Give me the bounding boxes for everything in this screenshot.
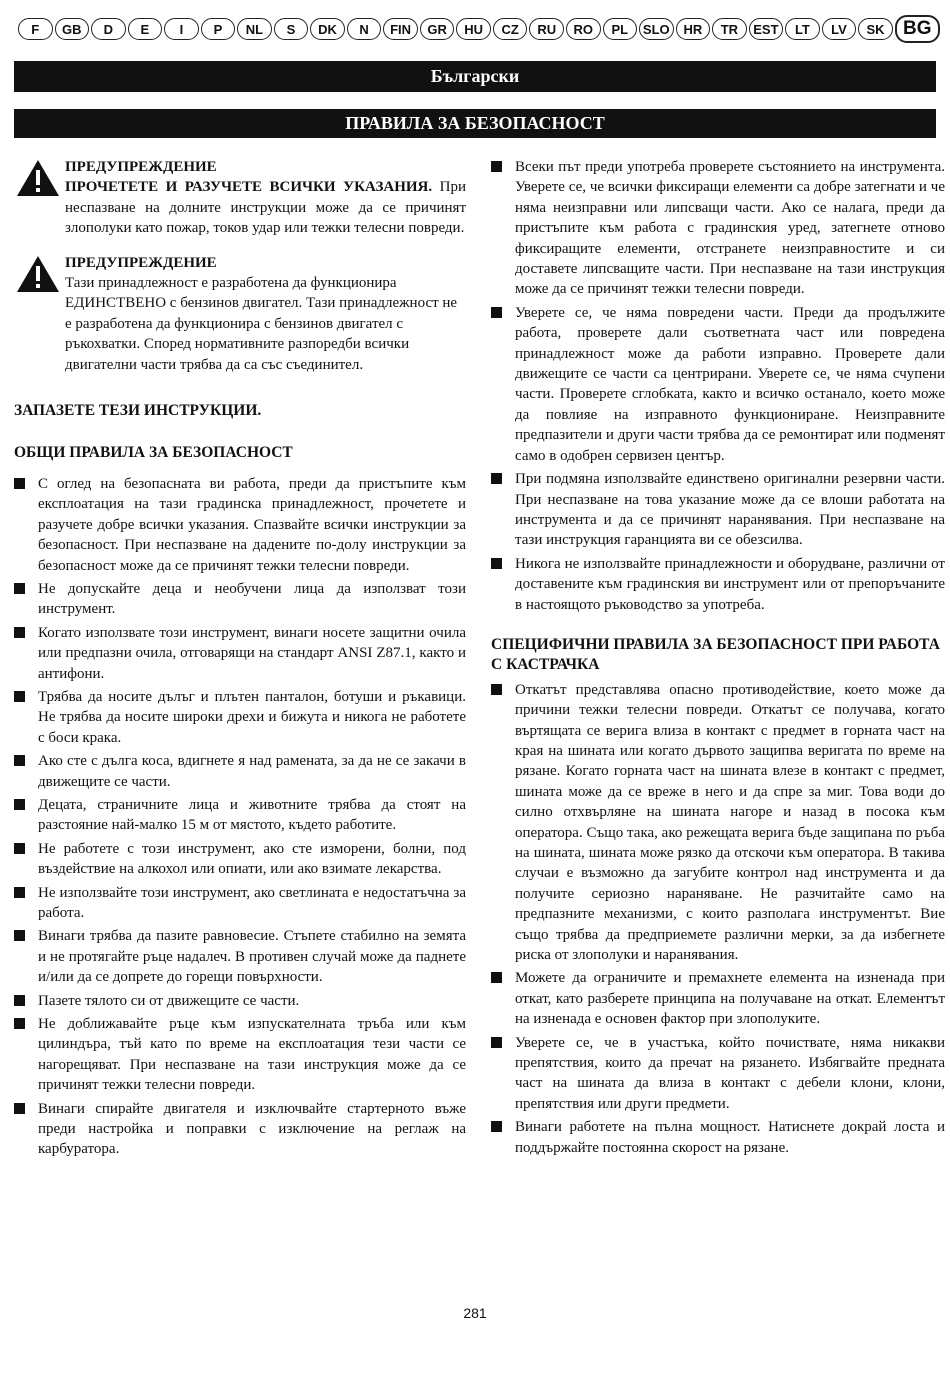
bullet-square-icon (14, 799, 25, 810)
rule-text: При подмяна използвайте единствено оригинални резервни части. При неспазване на това указание може да се влоши работата на инструмента и да се причинят наранявания. При неспазване на тази инструкция гаранцията ви се обезсилва. (515, 471, 945, 549)
language-pill-cz[interactable]: CZ (493, 18, 528, 40)
language-pill-sk[interactable]: SK (858, 18, 893, 40)
general-rule-text: Ако сте с дълга коса, вдигнете я над рамената, за да не се закачи в движещите се части. (38, 753, 466, 790)
language-pill-est[interactable]: EST (749, 18, 784, 40)
general-rule-text: Винаги трябва да пазите равновесие. Стъпете стабилно на земята и не протягайте ръце надалеч. В противен случай може да паднете и/или да се допрете до горещи повърхности. (38, 928, 466, 986)
general-rule-text: Когато използвате този инструмент, винаги носете защитни очила или предпазни очила, отговарящи на стандарт ANSI Z87.1, както и антифони. (38, 624, 466, 682)
bullet-square-icon (491, 473, 502, 484)
language-selector (18, 15, 940, 43)
general-rules-heading: ОБЩИ ПРАВИЛА ЗА БЕЗОПАСНОСТ (14, 444, 293, 462)
bullet-square-icon (491, 1121, 502, 1132)
left-column (14, 157, 466, 1163)
general-rule-text: Трябва да носите дълъг и плътен панталон, ботуши и ръкавици. Не трябва да носите широки дрехи и бижута и никога не работете с боси крака. (38, 688, 466, 746)
general-rule-item (14, 1014, 466, 1096)
rule-item (491, 554, 945, 615)
language-pill-slo[interactable]: SLO (639, 18, 674, 40)
right-rules-list (491, 157, 945, 615)
rule-item (491, 303, 945, 466)
bullet-square-icon (14, 1018, 25, 1029)
specific-rules-list (491, 680, 945, 1158)
bullet-square-icon (14, 583, 25, 594)
specific-rule-text: Уверете се, че в участъка, който почиствате, няма никакви препятствия, които да пречат на рязането. Избягвайте предната част на шината да влиза в контакт с дебели клони, клони, препятствия или други предмети. (515, 1034, 945, 1112)
warning-block-2 (14, 253, 466, 375)
bullet-square-icon (491, 1037, 502, 1048)
warning-title: ПРЕДУПРЕЖДЕНИЕ (65, 159, 217, 175)
language-pill-p[interactable]: P (201, 18, 236, 40)
bullet-square-icon (14, 1103, 25, 1114)
specific-rule-item (491, 680, 945, 966)
page-number: 281 (463, 1305, 487, 1321)
bullet-square-icon (14, 887, 25, 898)
general-rule-text: Не използвайте този инструмент, ако светлината е недостатъчна за работа. (38, 884, 466, 921)
language-pill-lv[interactable]: LV (822, 18, 857, 40)
language-pill-gr[interactable]: GR (420, 18, 455, 40)
specific-rule-text: Можете да ограничите и премахнете елемента на изненада при откат, като разберете принципа на получаване на откат. Елементът на изненада е основен фактор при злополуките. (515, 970, 945, 1028)
bullet-square-icon (491, 684, 502, 695)
bullet-square-icon (14, 478, 25, 489)
specific-rule-text: Откатът представлява опасно противодействие, което може да причини тежки телесни повреди. Откатът се получава, когато въртящата се верига влиза в контакт с предмет в горната част на края на шината или когато дървото защипва веригата по време на рязане. Когато горната част на шината влезе в контакт с предмет, шината може да се вреже в него и да спре за миг. Това води до силно отхвърляне на шината нагоре и назад в посока към оператора. Също така, ако режещата верига бъде защипана по ръба на шината, шината може рязко да отскочи към оператора. В такива случаи е възможно да загубите контрол над инструмента и да получите сериозно нараняване. Не разчитайте само на предпазните механизми, с които разполага инструментът. Вие също трябва да предприемете различни мерки, за да избегнете риска от злополуки и наранявания. (515, 681, 945, 964)
rule-text: Всеки път преди употреба проверете състоянието на инструмента. Уверете се, че всички фиксиращи елементи са добре затегнати и че няма неизправни или липсващи части. Ако се налага, преди да пристъпите към работа с градинския уред, затегнете отново фиксиращите елементи, отстранете неизправностите и си доставете липсващите части. При неспазване на тази инструкция може да се причинят тежки телесни повреди. (515, 159, 945, 298)
general-rule-item (14, 751, 466, 792)
language-pill-pl[interactable]: PL (603, 18, 638, 40)
language-pill-s[interactable]: S (274, 18, 309, 40)
bullet-square-icon (14, 691, 25, 702)
specific-rule-item (491, 1033, 945, 1115)
bullet-square-icon (14, 755, 25, 766)
bullet-square-icon (491, 558, 502, 569)
language-pill-hu[interactable]: HU (456, 18, 491, 40)
general-rule-item (14, 839, 466, 880)
general-rule-item (14, 883, 466, 924)
rule-text: Уверете се, че няма повредени части. Преди да продължите работа, проверете дали съответната част или повредена принадлежност може да работи изправно. Проверете дали движещите се части са центрирани. Уверете се, че няма счупени части. Проверете сглобката, както и всичко останало, което може да повлияе на изправното функциониране. Неизправните предпазители и други части трябва да се ремонтират или подменят само в одобрен сервизен център. (515, 304, 945, 464)
rule-item (491, 157, 945, 300)
section-title: ПРАВИЛА ЗА БЕЗОПАСНОСТ (345, 113, 605, 133)
specific-rule-item (491, 968, 945, 1029)
general-rule-item (14, 926, 466, 987)
warning-icon (16, 255, 60, 293)
section-title-bar (14, 109, 936, 138)
bullet-square-icon (14, 627, 25, 638)
general-rule-text: С оглед на безопасната ви работа, преди да пристъпите към експлоатация на тази градинска принадлежност, прочетете и разучете добре всички указания. Спазвайте всички инструкции за безопасност. При неспазване на дадените по-долу инструкции за безопасност може да се причинят тежки телесни повреди. (38, 475, 466, 574)
language-pill-lt[interactable]: LT (785, 18, 820, 40)
general-rule-item (14, 1099, 466, 1160)
language-pill-nl[interactable]: NL (237, 18, 272, 40)
general-rule-text: Винаги спирайте двигателя и изключвайте стартерното въже преди настройка и поправки с изключение на реглаж на карбуратора. (38, 1100, 466, 1158)
bullet-square-icon (14, 843, 25, 854)
rule-text: Никога не използвайте принадлежности и оборудване, различни от доставените към градинския ви инструмент или от препоръчаните в настоящото ръководство за употреба. (515, 555, 945, 613)
warning-text (65, 177, 466, 238)
general-rule-item (14, 991, 466, 1011)
general-rule-item (14, 623, 466, 684)
warning-body: При неспазване на долните инструкции може да се причинят злополуки като пожар, токов удар или тежки телесни повреди. (65, 179, 466, 237)
general-rule-text: Пазете тялото си от движещите се части. (38, 992, 300, 1009)
warning-bold-text: ПРОЧЕТЕТЕ И РАЗУЧЕТЕ ВСИЧКИ УКАЗАНИЯ. (65, 179, 433, 196)
specific-rules-heading: СПЕЦИФИЧНИ ПРАВИЛА ЗА БЕЗОПАСНОСТ ПРИ РАБОТА С КАСТРАЧКА (491, 635, 940, 674)
language-pill-n[interactable]: N (347, 18, 382, 40)
bullet-square-icon (14, 930, 25, 941)
language-title: Български (430, 66, 520, 86)
language-pill-gb[interactable]: GB (55, 18, 90, 40)
warning-body: Тази принадлежност е разработена да функционира ЕДИНСТВЕНО с бензинов двигател. Тази принадлежност не е разработена да функционира с бензинов двигател с ръкохватки. Според нормативните разпоредби всички двигателни части трябва да са със съединител. (65, 275, 458, 373)
general-rule-item (14, 795, 466, 836)
language-pill-ro[interactable]: RO (566, 18, 601, 40)
warning-title: ПРЕДУПРЕЖДЕНИЕ (65, 254, 217, 271)
general-rule-text: Децата, страничните лица и животните трябва да стоят на разстояние най-малко 15 м от мястото, където работите. (38, 796, 466, 834)
language-pill-i[interactable]: I (164, 18, 199, 40)
specific-rule-item (491, 1117, 945, 1158)
language-pill-bg[interactable]: BG (895, 15, 940, 43)
bullet-square-icon (491, 161, 502, 172)
language-pill-tr[interactable]: TR (712, 18, 747, 40)
general-rule-text: Не работете с този инструмент, ако сте изморени, болни, под въздействие на алкохол или опиати, или ако взимате лекарства. (38, 840, 466, 878)
language-pill-d[interactable]: D (91, 18, 126, 40)
general-rule-item (14, 579, 466, 620)
general-rule-item (14, 687, 466, 748)
language-pill-hr[interactable]: HR (676, 18, 711, 40)
general-rule-text: Не доближавайте ръце към изпускателната тръба или към цилиндъра, тъй като по време на експлоатация тези части се нагорещяват. При неспазване на тази инструкция може да се причинят тежки телесни повреди. (38, 1016, 466, 1094)
warning-block-1 (14, 157, 466, 239)
specific-rule-text: Винаги работете на пълна мощност. Натиснете докрай лоста и поддържайте постоянна скорост на рязане. (515, 1119, 945, 1156)
general-rule-text: Не допускайте деца и необучени лица да използват този инструмент. (38, 580, 466, 618)
bullet-square-icon (491, 972, 502, 983)
language-pill-dk[interactable]: DK (310, 18, 345, 40)
right-column (491, 157, 945, 1161)
language-title-bar (14, 61, 936, 92)
save-instructions-heading: ЗАПАЗЕТЕ ТЕЗИ ИНСТРУКЦИИ. (14, 402, 262, 420)
bullet-square-icon (491, 307, 502, 318)
language-pill-f[interactable]: F (18, 18, 53, 40)
general-rules-list (14, 474, 466, 1160)
rule-item (491, 469, 945, 551)
warning-icon (16, 159, 60, 197)
language-pill-e[interactable]: E (128, 18, 163, 40)
general-rule-item (14, 474, 466, 576)
language-pill-ru[interactable]: RU (529, 18, 564, 40)
bullet-square-icon (14, 995, 25, 1006)
language-pill-fin[interactable]: FIN (383, 18, 418, 40)
